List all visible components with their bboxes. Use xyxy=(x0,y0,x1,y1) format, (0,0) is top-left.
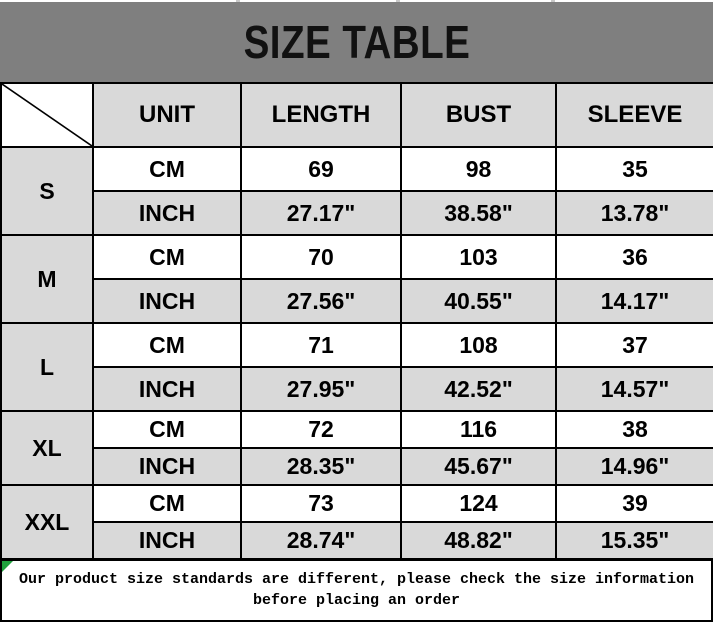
column-header-bust: BUST xyxy=(401,83,556,147)
value-s-bust-inch: 38.58" xyxy=(401,191,556,235)
value-xl-sleeve-inch: 14.96" xyxy=(556,448,713,485)
value-xxl-length-cm: 73 xyxy=(241,485,401,522)
value-l-bust-inch: 42.52" xyxy=(401,367,556,411)
table-row xyxy=(1,235,713,279)
size-label-l: L xyxy=(1,323,93,411)
unit-label-inch: INCH xyxy=(93,279,241,323)
value-s-bust-cm: 98 xyxy=(401,147,556,191)
size-label-xl: XL xyxy=(1,411,93,485)
value-xxl-bust-cm: 124 xyxy=(401,485,556,522)
value-l-sleeve-cm: 37 xyxy=(556,323,713,367)
value-m-sleeve-inch: 14.17" xyxy=(556,279,713,323)
value-xl-sleeve-cm: 38 xyxy=(556,411,713,448)
diagonal-header-cell xyxy=(1,83,93,147)
footer-note-line2: before placing an order xyxy=(252,592,461,609)
table-row xyxy=(1,485,713,522)
table-row xyxy=(1,323,713,367)
table-row xyxy=(1,279,713,323)
value-l-bust-cm: 108 xyxy=(401,323,556,367)
value-xl-bust-cm: 116 xyxy=(401,411,556,448)
value-xl-length-inch: 28.35" xyxy=(241,448,401,485)
value-l-length-cm: 71 xyxy=(241,323,401,367)
unit-label-cm: CM xyxy=(93,235,241,279)
footer-note-line1: Our product size standards are different, please check the size information xyxy=(18,571,695,588)
table-row xyxy=(1,448,713,485)
value-s-length-cm: 69 xyxy=(241,147,401,191)
value-m-bust-cm: 103 xyxy=(401,235,556,279)
value-l-length-inch: 27.95" xyxy=(241,367,401,411)
column-header-length: LENGTH xyxy=(241,83,401,147)
column-header-unit: UNIT xyxy=(93,83,241,147)
size-label-xxl: XXL xyxy=(1,485,93,559)
diagonal-line-icon xyxy=(2,84,92,146)
value-xxl-sleeve-cm: 39 xyxy=(556,485,713,522)
value-xxl-sleeve-inch: 15.35" xyxy=(556,522,713,559)
table-row xyxy=(1,411,713,448)
value-xxl-bust-inch: 48.82" xyxy=(401,522,556,559)
value-m-length-cm: 70 xyxy=(241,235,401,279)
value-s-length-inch: 27.17" xyxy=(241,191,401,235)
table-row xyxy=(1,191,713,235)
value-xl-bust-inch: 45.67" xyxy=(401,448,556,485)
green-corner-marker-icon xyxy=(2,561,13,572)
unit-label-cm: CM xyxy=(93,485,241,522)
unit-label-inch: INCH xyxy=(93,191,241,235)
value-l-sleeve-inch: 14.57" xyxy=(556,367,713,411)
size-label-m: M xyxy=(1,235,93,323)
size-table xyxy=(0,82,713,560)
value-m-sleeve-cm: 36 xyxy=(556,235,713,279)
size-label-s: S xyxy=(1,147,93,235)
unit-label-inch: INCH xyxy=(93,448,241,485)
value-xl-length-cm: 72 xyxy=(241,411,401,448)
table-row xyxy=(1,522,713,559)
unit-label-inch: INCH xyxy=(93,522,241,559)
header-row xyxy=(1,83,713,147)
unit-label-cm: CM xyxy=(93,411,241,448)
page-title: SIZE TABLE xyxy=(243,16,470,68)
unit-label-inch: INCH xyxy=(93,367,241,411)
table-row xyxy=(1,367,713,411)
value-m-length-inch: 27.56" xyxy=(241,279,401,323)
footer-note xyxy=(0,560,713,622)
unit-label-cm: CM xyxy=(93,323,241,367)
value-s-sleeve-inch: 13.78" xyxy=(556,191,713,235)
unit-label-cm: CM xyxy=(93,147,241,191)
value-s-sleeve-cm: 35 xyxy=(556,147,713,191)
title-banner xyxy=(0,2,713,82)
table-row xyxy=(1,147,713,191)
value-m-bust-inch: 40.55" xyxy=(401,279,556,323)
column-header-sleeve: SLEEVE xyxy=(556,83,713,147)
value-xxl-length-inch: 28.74" xyxy=(241,522,401,559)
